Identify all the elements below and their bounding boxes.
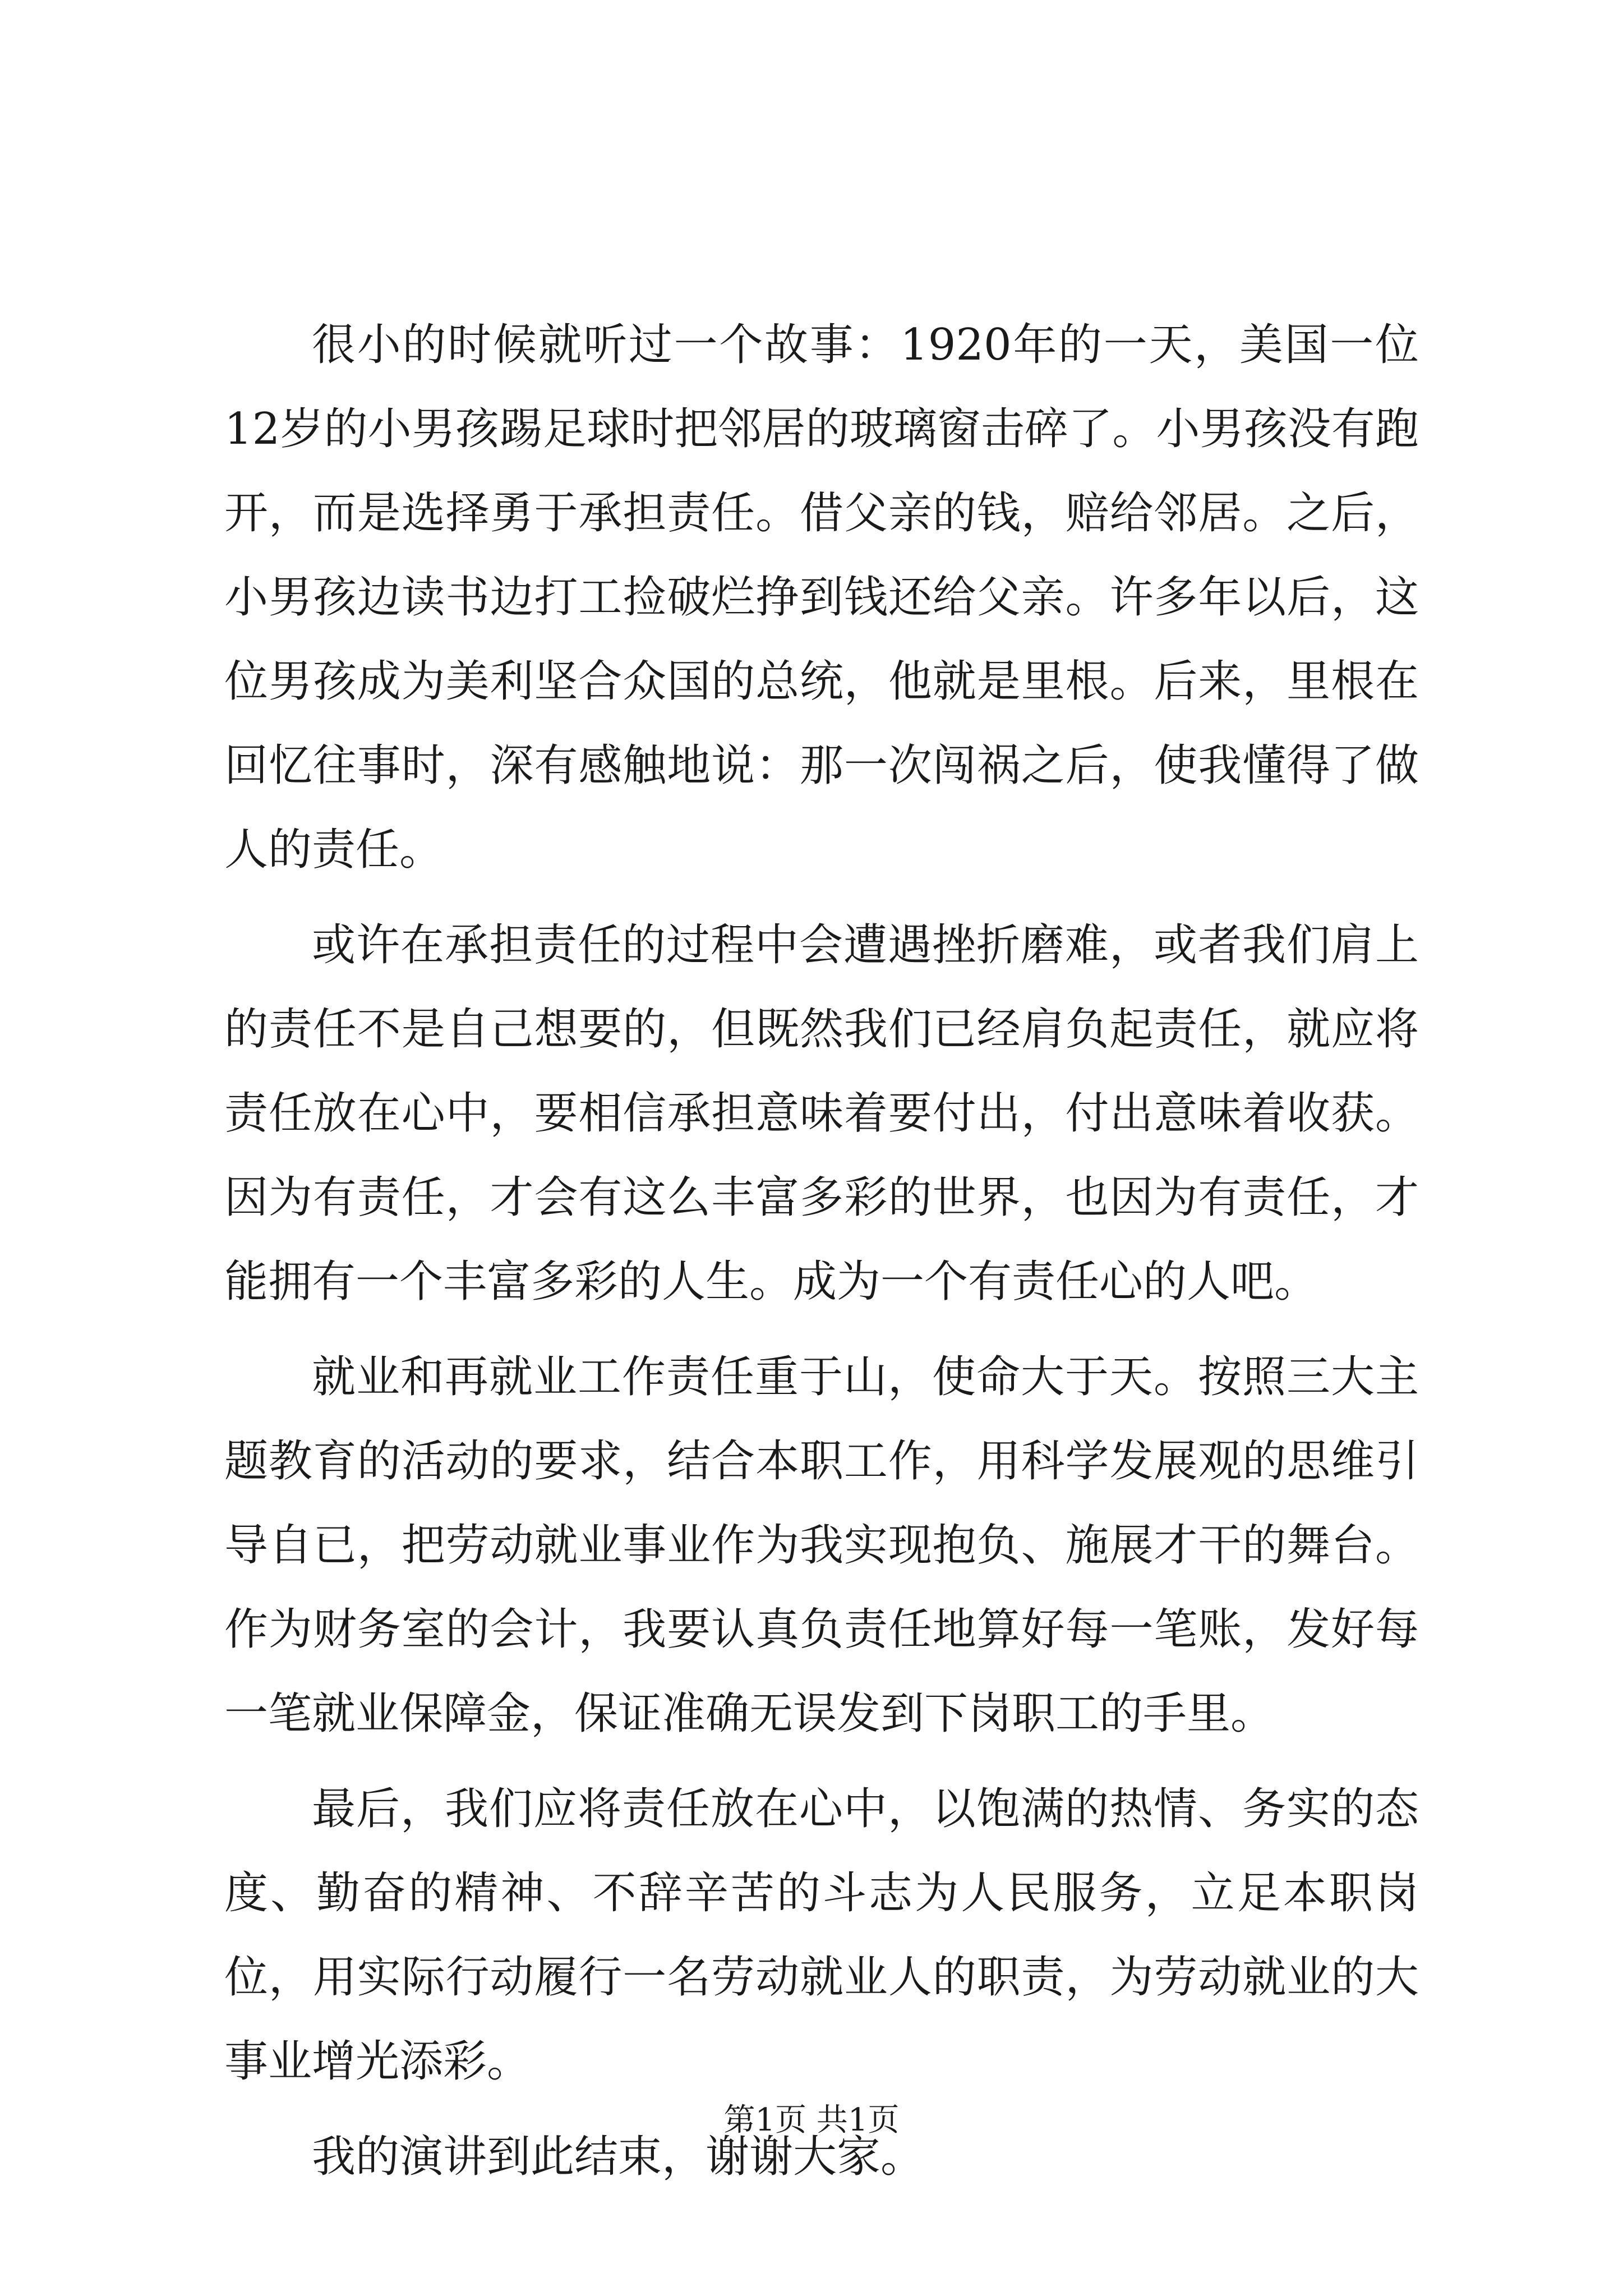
paragraph-closing: 我的演讲到此结束，谢谢大家。 [312, 2132, 925, 2182]
document-body [224, 303, 1419, 2210]
paragraph-reagan-story: 很小的时候就听过一个故事：1920年的一天，美国一位12岁的小男孩踢足球时把邻居的玻璃窗击碎了。小男孩没有跑开，而是选择勇于承担责任。借父亲的钱，赔给邻居。之后，小男孩边读书边打工捡破烂挣到钱还给父亲。许多年以后，这位男孩成为美利坚合众国的总统，他就是里根。后来，里根在回忆往事时，深有感触地说：那一次闯祸之后，使我懂得了做人的责任。 [224, 320, 1419, 875]
paragraph-conclusion: 最后，我们应将责任放在心中，以饱满的热情、务实的态度、勤奋的精神、不辞辛苦的斗志为人民服务，立足本职岗位，用实际行动履行一名劳动就业人的职责，为劳动就业的大事业增光添彩。 [224, 1784, 1419, 2087]
paragraph-bearing-responsibility: 或许在承担责任的过程中会遭遇挫折磨难，或者我们肩上的责任不是自己想要的，但既然我们已经肩负起责任，就应将责任放在心中，要相信承担意味着要付出，付出意味着收获。因为有责任，才会有这么丰富多彩的世界，也因为有责任，才能拥有一个丰富多彩的人生。成为一个有责任心的人吧。 [224, 920, 1419, 1307]
page-footer: 第1页 共1页 [723, 2102, 900, 2138]
paragraph-employment-work: 就业和再就业工作责任重于山，使命大于天。按照三大主题教育的活动的要求，结合本职工作，用科学发展观的思维引导自已，把劳动就业事业作为我实现抱负、施展才干的舞台。作为财务室的会计，我要认真负责任地算好每一笔账，发好每一笔就业保障金，保证准确无误发到下岗职工的手里。 [224, 1352, 1419, 1739]
